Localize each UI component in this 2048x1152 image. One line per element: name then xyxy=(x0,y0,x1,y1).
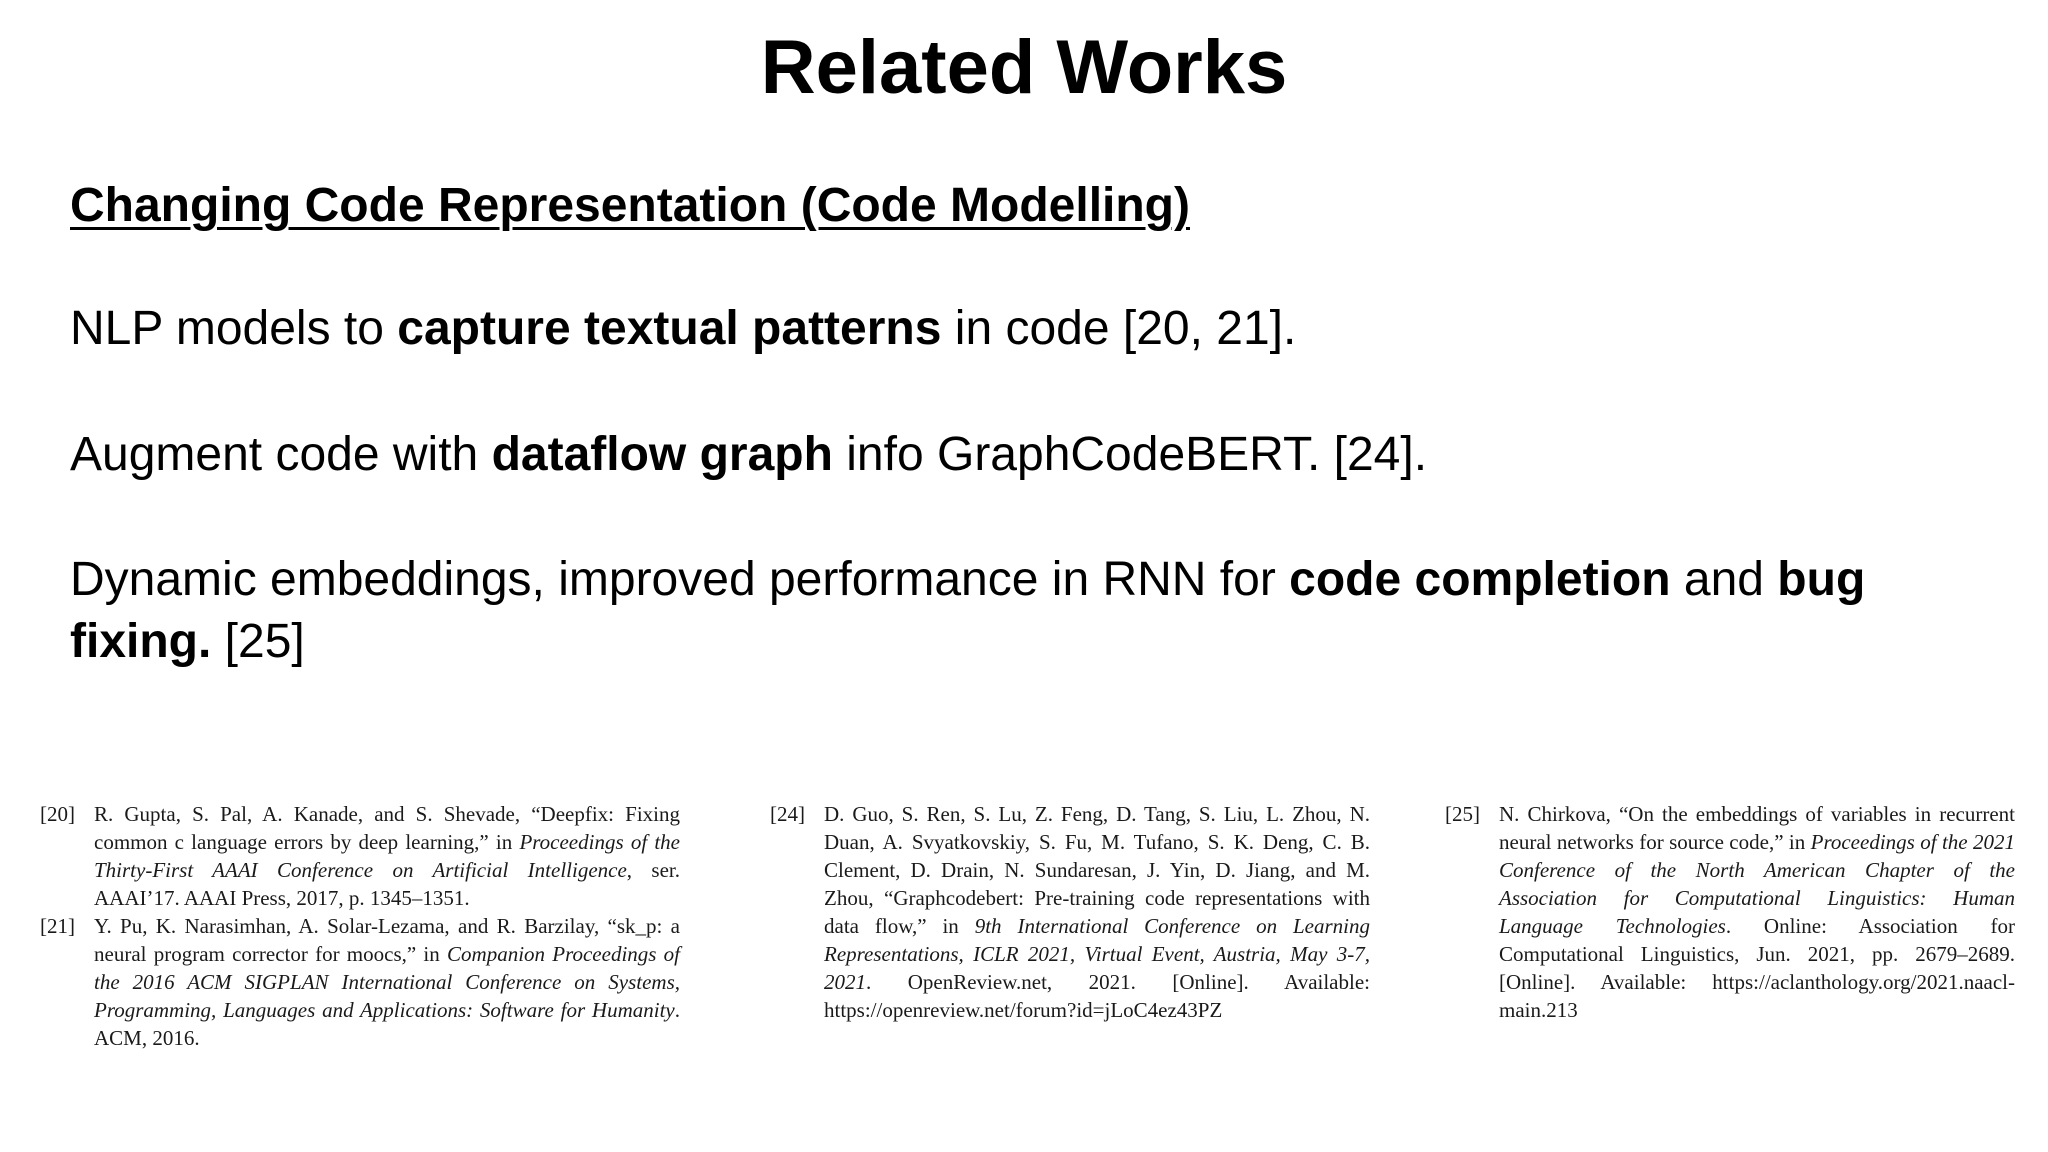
bullet-segment: [25] xyxy=(211,615,305,668)
bullet-dataflow-graph xyxy=(70,424,1980,486)
bullet-segment: Augment code with xyxy=(70,428,492,481)
reference-column-2 xyxy=(770,800,1370,1024)
reference-number: [21] xyxy=(40,914,75,938)
reference-text: . OpenReview.net, 2021. [Online]. Available: https://openreview.net/forum?id=jLoC4ez43PZ xyxy=(824,970,1370,1022)
bullet-segment: NLP models to xyxy=(70,302,398,355)
bullet-emphasis: capture textual patterns xyxy=(397,302,942,355)
reference-text: R. Gupta, S. Pal, A. Kanade, and S. Shevade, “Deepfix: Fixing common c language errors by deep learning,” in xyxy=(94,802,680,854)
reference-number: [20] xyxy=(40,802,75,826)
bullet-emphasis: code completion xyxy=(1289,553,1671,606)
reference-entry xyxy=(1445,800,2015,1024)
reference-number: [25] xyxy=(1445,802,1480,826)
bullet-emphasis: bug fixing. xyxy=(70,553,1866,668)
reference-body xyxy=(94,914,680,1050)
slide-title: Related Works xyxy=(760,25,1288,110)
reference-text: D. Guo, S. Ren, S. Lu, Z. Feng, D. Tang, S. Liu, L. Zhou, N. Duan, A. Svyatkovskiy, S. Fu, M. Tufano, S. K. Deng, C. B. Clement, D. Drain, N. Sundaresan, J. Yin, D. Jiang, and M. Zhou, “Graphcodebert: Pre-training code representations with data flow,” in xyxy=(824,802,1370,938)
reference-column-1 xyxy=(40,800,680,1052)
reference-number: [24] xyxy=(770,802,805,826)
reference-body xyxy=(824,802,1370,1022)
reference-text: . ACM, 2016. xyxy=(94,998,680,1050)
section-heading: Changing Code Representation (Code Modelling) xyxy=(70,179,1190,232)
reference-body xyxy=(94,802,680,910)
reference-venue: Proceedings of the 2021 Conference of the North American Chapter of the Association for Computational Linguistics: Human Language Technologies xyxy=(1499,830,2015,938)
reference-venue: 9th International Conference on Learning Representations, ICLR 2021, Virtual Event, Austria, May 3-7, 2021 xyxy=(824,914,1371,994)
reference-entry xyxy=(40,800,680,912)
bullet-segment: and xyxy=(1670,553,1778,606)
bullet-dynamic-embeddings xyxy=(70,549,1980,673)
bullet-text-patterns xyxy=(70,298,1980,360)
reference-text: , ser. AAAI’17. AAAI Press, 2017, p. 1345–1351. xyxy=(94,858,680,910)
reference-column-3 xyxy=(1445,800,2015,1024)
reference-body xyxy=(1499,802,2015,1022)
reference-text: . Online: Association for Computational Linguistics, Jun. 2021, pp. 2679–2689. [Online]. Available: https://aclanthology.org/2021.naacl-main.213 xyxy=(1499,914,2015,1022)
reference-entry xyxy=(770,800,1370,1024)
bullet-segment: Dynamic embeddings, improved performance in RNN for xyxy=(70,553,1290,606)
reference-entry xyxy=(40,912,680,1052)
reference-text: Y. Pu, K. Narasimhan, A. Solar-Lezama, and R. Barzilay, “sk_p: a neural program corrector for moocs,” in xyxy=(94,914,680,966)
bullet-segment: in code [20, 21]. xyxy=(941,302,1297,355)
reference-text: N. Chirkova, “On the embeddings of variables in recurrent neural networks for source code,” in xyxy=(1499,802,2015,854)
bullet-segment: info GraphCodeBERT. [24]. xyxy=(832,428,1428,481)
reference-venue: Proceedings of the Thirty-First AAAI Conference on Artificial Intelligence xyxy=(94,830,680,882)
bullet-emphasis: dataflow graph xyxy=(491,428,833,481)
reference-venue: Companion Proceedings of the 2016 ACM SIGPLAN International Conference on Systems, Programming, Languages and Applications: Software for Humanity xyxy=(94,942,681,1022)
